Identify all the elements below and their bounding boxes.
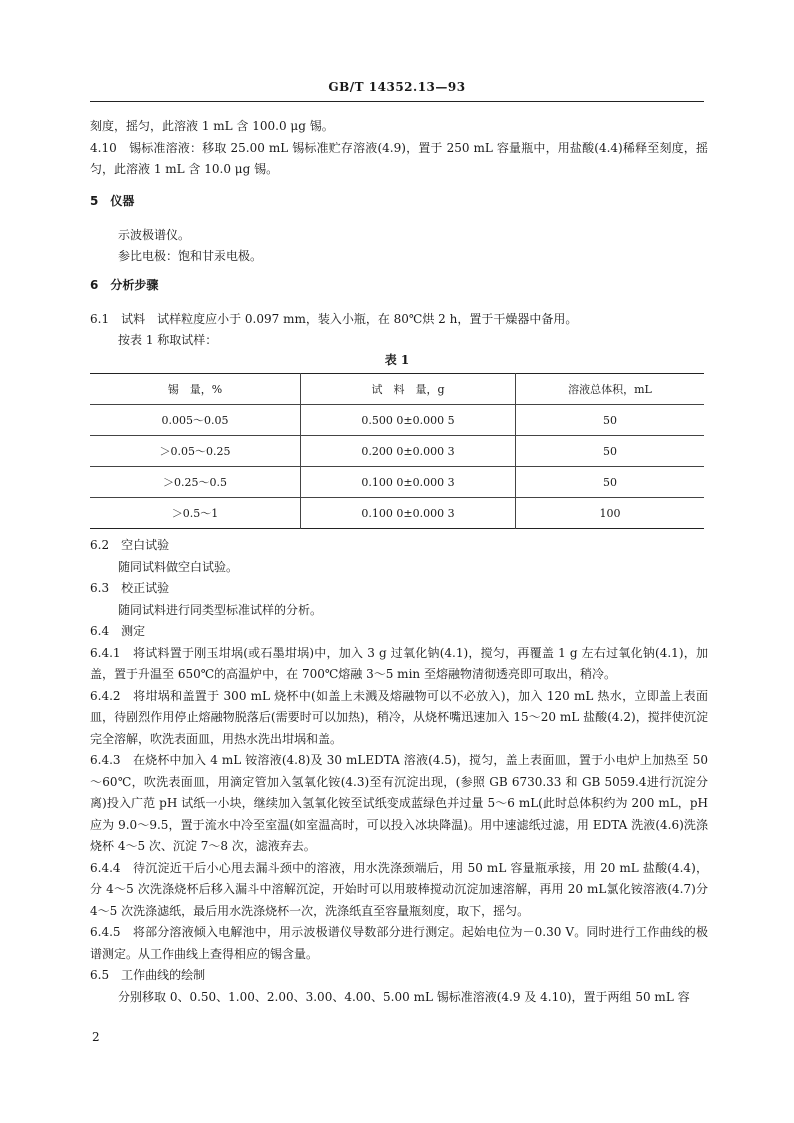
cell-tin-content: 0.005～0.05	[90, 405, 301, 436]
section-4-continuation	[90, 116, 708, 181]
paragraph-6-3: 随同试料进行同类型标准试样的分析。	[118, 602, 323, 617]
table-row	[90, 498, 704, 529]
paragraph-6-4-3: 6.4.3 在烧杯中加入 4 mL 铵溶液(4.8)及 30 mLEDTA 溶液(4.5)，搅匀，盖上表面皿，置于小电炉上加热至 50～60℃，吹洗表面皿，用滴定管加入氢氧化铵(4.3)至有沉淀出现，(参照 GB 6730.33 和 GB 5059.4进行沉淀分离)投入广范 pH 试纸一小块，继续加入氢氧化铵至试纸变成蓝绿色并过量 5～6 mL(此时总体积约为 200 mL，pH 应为 9.0～9.5，置于流水中冷至室温(如室温高时，可以投入冰块降温)。用中速滤纸过滤，用 EDTA 洗液(4.6)洗涤烧杯 4～5 次、沉淀 7～8 次，滤液弃去。	[90, 753, 708, 853]
heading-6-3: 6.3 校正试验	[90, 581, 170, 595]
instrument-item: 参比电极：饱和甘汞电极。	[118, 249, 263, 263]
cell-sample-mass: 0.200 0±0.000 3	[301, 436, 516, 467]
table-row	[90, 405, 704, 436]
sections-6-2-to-6-5	[90, 535, 708, 1008]
section-6-title: 6 分析步骤	[90, 278, 159, 292]
page-number: 2	[92, 1030, 100, 1044]
section-5	[90, 191, 708, 268]
table-row	[90, 436, 704, 467]
cell-tin-content: ＞0.05～0.25	[90, 436, 301, 467]
heading-6-5: 6.5 工作曲线的绘制	[90, 968, 206, 982]
cell-tin-content: ＞0.25～0.5	[90, 467, 301, 498]
cell-sample-mass: 0.100 0±0.000 3	[301, 498, 516, 529]
cell-total-volume: 50	[603, 475, 617, 489]
table-header-row	[90, 374, 704, 405]
paragraph-6-4-2: 6.4.2 将坩埚和盖置于 300 mL 烧杯中(如盖上未溅及熔融物可以不必放入)，加入 120 mL 热水，立即盖上表面皿，待剧烈作用停止熔融物脱落后(需要时可以加热)，稍冷，从烧杯嘴迅速加入 15～20 mL 盐酸(4.2)，搅拌使沉淀完全溶解，吹洗表面皿，用热水洗出坩埚和盖。	[90, 688, 708, 746]
section-5-title: 5 仪器	[90, 194, 135, 208]
column-header-tin-content: 锡 量，%	[90, 374, 301, 405]
paragraph-6-4-5: 6.4.5 将部分溶液倾入电解池中，用示波极谱仪导数部分进行测定。起始电位为－0.30 V。同时进行工作曲线的极谱测定。从工作曲线上查得相应的锡含量。	[90, 925, 708, 961]
cell-total-volume: 50	[603, 413, 617, 427]
column-header-sample-mass: 试 料 量，g	[301, 374, 516, 405]
cell-sample-mass: 0.500 0±0.000 5	[301, 405, 516, 436]
heading-6-4: 6.4 测定	[90, 624, 146, 638]
paragraph-4-9-tail: 刻度，摇匀，此溶液 1 mL 含 100.0 μg 锡。	[90, 119, 334, 133]
column-header-total-volume: 溶液总体积，mL	[568, 383, 652, 396]
heading-6-2: 6.2 空白试验	[90, 538, 170, 552]
paragraph-6-1: 6.1 试料 试样粒度应小于 0.097 mm，装入小瓶，在 80℃烘 2 h，置于干燥器中备用。	[90, 311, 578, 326]
cell-tin-content: ＞0.5～1	[90, 498, 301, 529]
table-1	[90, 373, 704, 529]
standard-header: GB/T 14352.13—93	[328, 80, 466, 94]
paragraph-6-4-1: 6.4.1 将试料置于刚玉坩埚(或石墨坩埚)中，加入 3 g 过氧化钠(4.1)，搅匀，再覆盖 1 g 左右过氧化钠(4.1)，加盖，置于升温至 650℃的高温炉中，在 700℃熔融 3～5 min 至熔融物清彻透亮即可取出，稍冷。	[90, 645, 708, 681]
cell-sample-mass: 0.100 0±0.000 3	[301, 467, 516, 498]
paragraph-6-5: 分别移取 0、0.50、1.00、2.00、3.00、4.00、5.00 mL 锡标准溶液(4.9 及 4.10)，置于两组 50 mL 容	[118, 989, 690, 1004]
cell-total-volume: 50	[603, 444, 617, 458]
section-6	[90, 275, 708, 352]
paragraph-4-10: 4.10 锡标准溶液：移取 25.00 mL 锡标准贮存溶液(4.9)，置于 250 mL 容量瓶中，用盐酸(4.4)稀释至刻度，摇匀，此溶液 1 mL 含 10.0 μg 锡。	[90, 140, 708, 176]
instrument-item: 示波极谱仪。	[118, 227, 191, 242]
cell-total-volume: 100	[599, 506, 621, 520]
paragraph-6-2: 随同试料做空白试验。	[118, 559, 239, 574]
table-row	[90, 467, 704, 498]
header-rule	[90, 101, 704, 102]
paragraph-6-4-4: 6.4.4 待沉淀近干后小心甩去漏斗颈中的溶液，用水洗涤颈端后，用 50 mL 容量瓶承接，用 20 mL 盐酸(4.4)，分 4～5 次洗涤烧杯后移入漏斗中溶解沉淀，开始时可以用玻棒搅动沉淀加速溶解，再用 20 mL氯化铵溶液(4.7)分 4～5 次洗涤滤纸，最后用水洗涤烧杯一次，洗涤纸直至容量瓶刻度，取下，摇匀。	[90, 860, 708, 918]
paragraph-6-1-note: 按表 1 称取试样：	[118, 333, 218, 347]
table-caption: 表 1	[384, 353, 410, 367]
